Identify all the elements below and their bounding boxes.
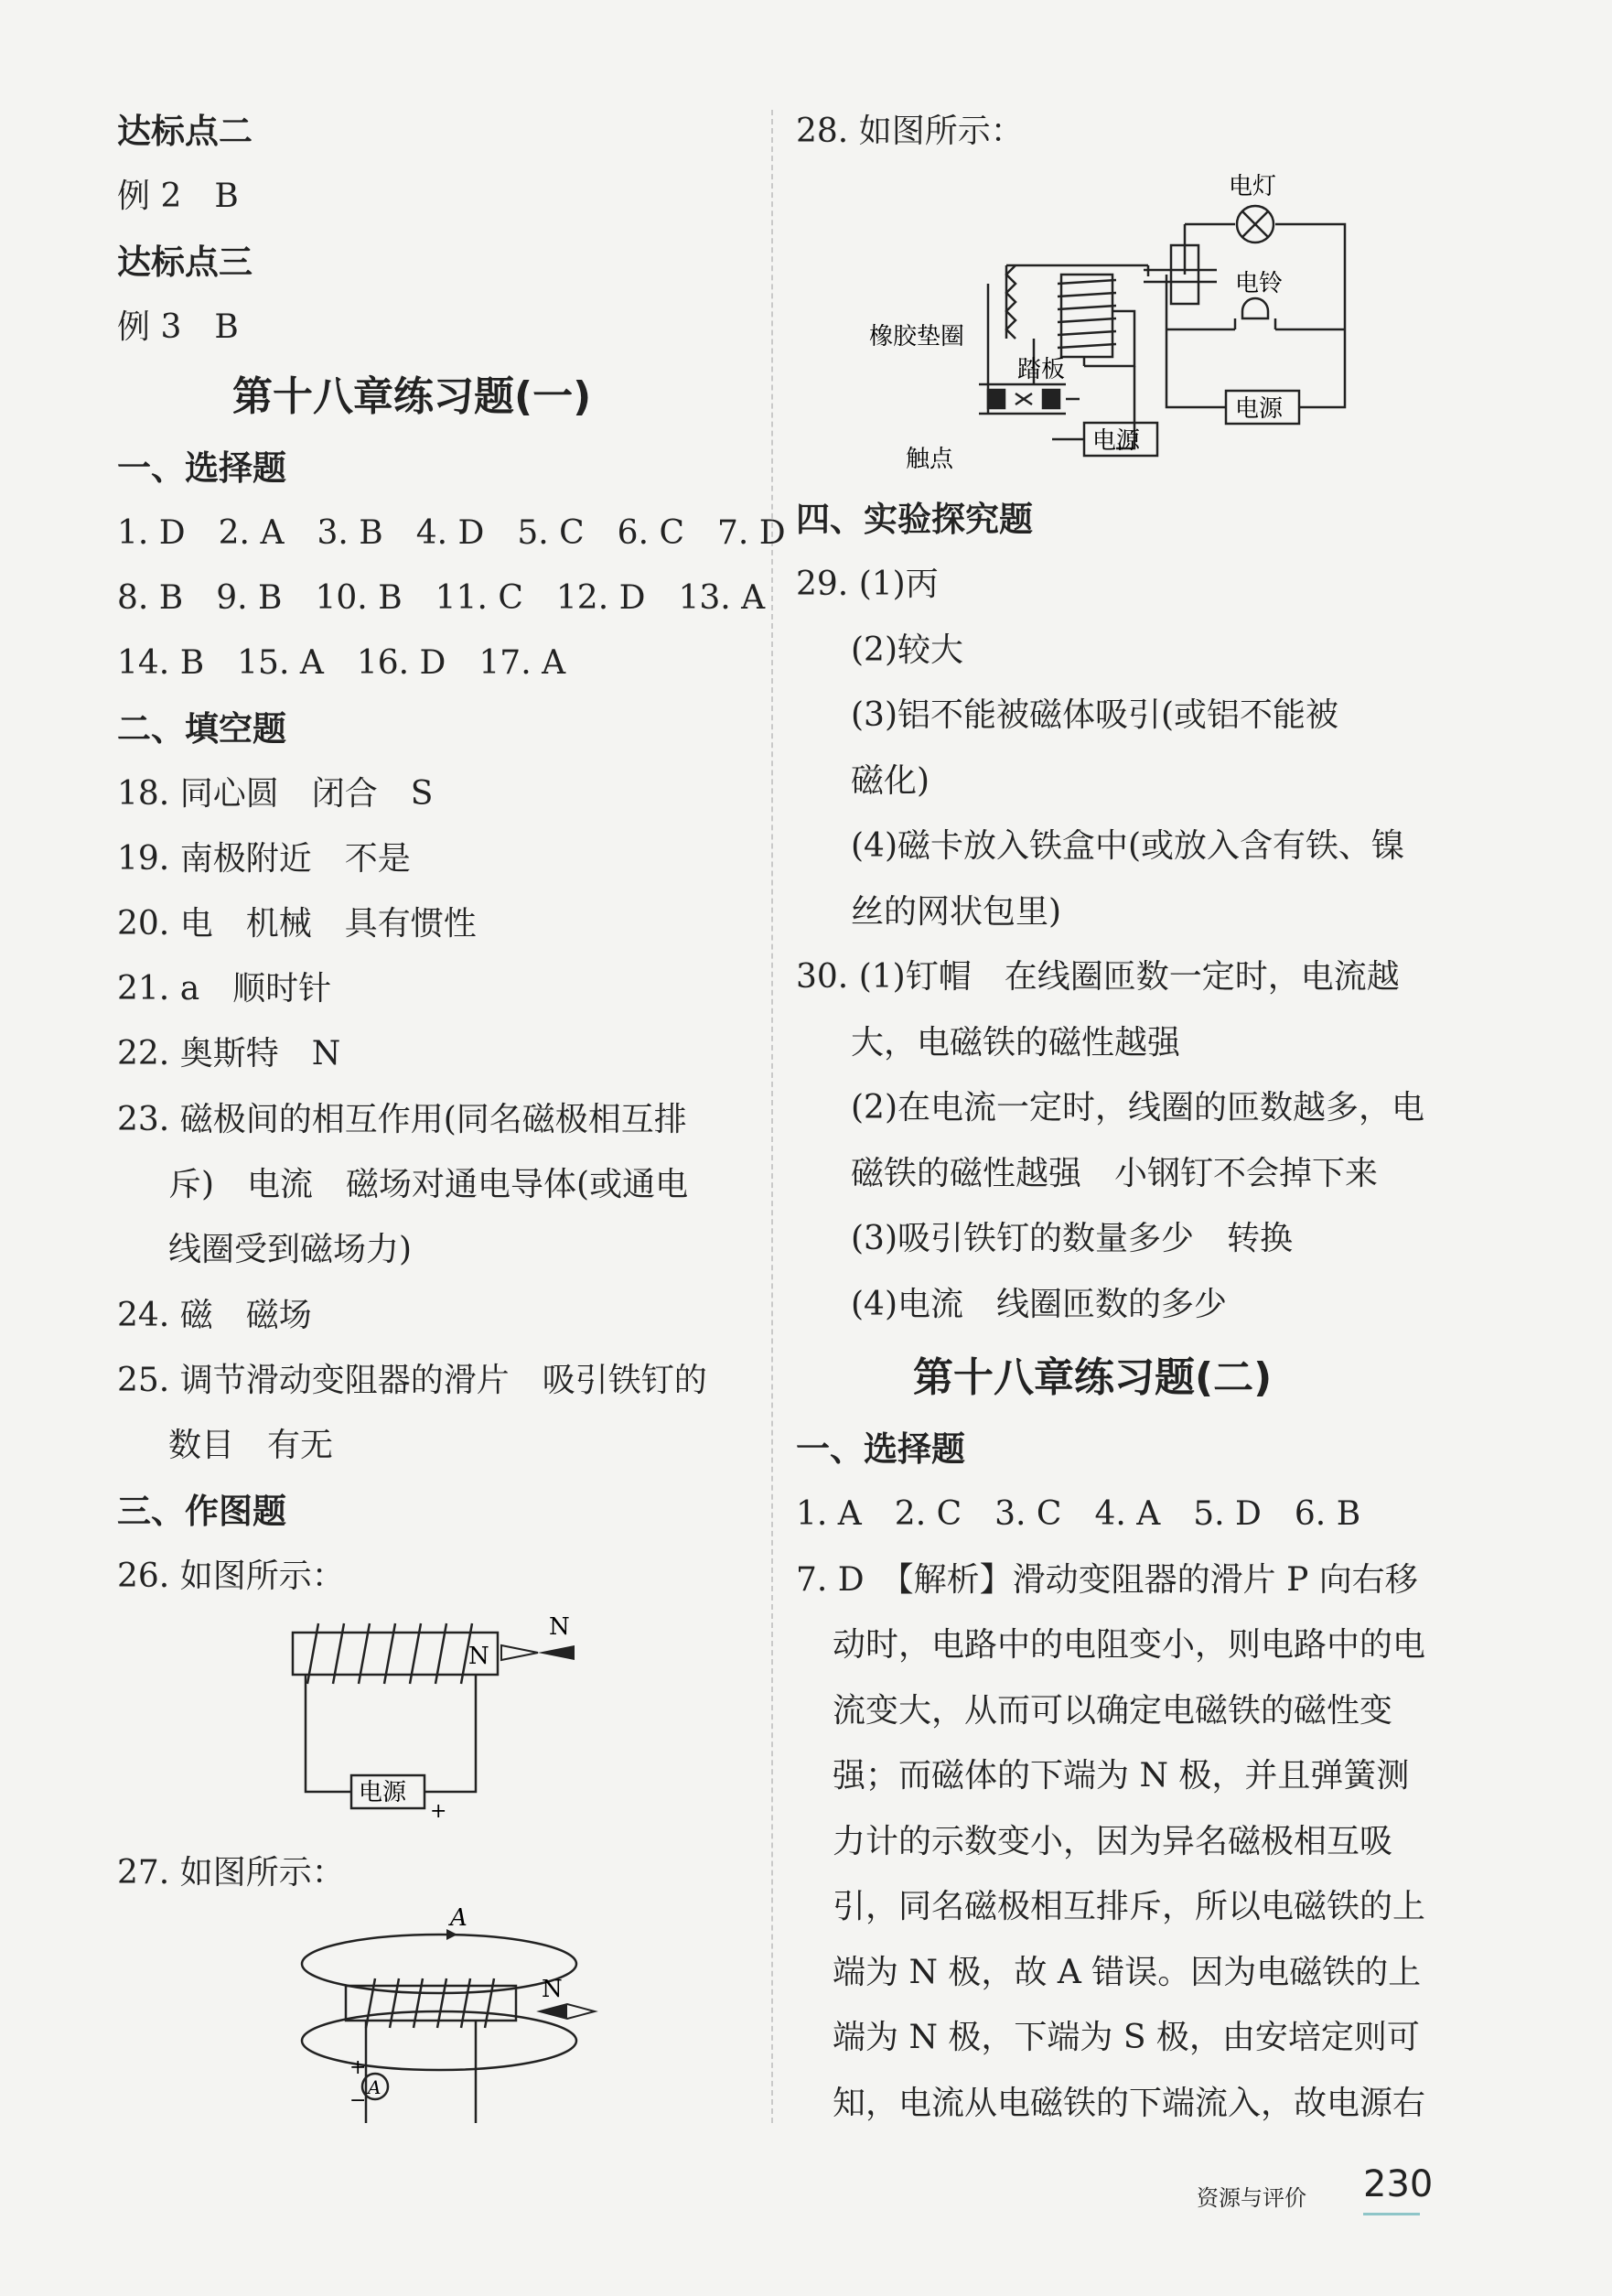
solenoid-n-label: N — [468, 1643, 489, 1670]
answer-line: 斥) 电流 磁场对通电导体(或通电 — [168, 1166, 689, 1203]
gasket-label: 橡胶垫圈 — [869, 323, 965, 350]
needle-n-label: N — [549, 1613, 570, 1641]
answer-line: 数目 有无 — [168, 1427, 334, 1464]
answer-line: 26. 如图所示： — [117, 1558, 345, 1595]
answer-line: 线圈受到磁场力) — [168, 1231, 413, 1268]
section-heading: 达标点二 — [117, 112, 253, 151]
page-number-underline — [1363, 2213, 1420, 2215]
page-number: 230 — [1363, 2163, 1434, 2205]
answer-line: 流变大，从而可以确定电磁铁的磁性变 — [833, 1692, 1393, 1730]
answer-line: 1. A 2. C 3. C 4. A 5. D 6. B — [796, 1495, 1361, 1533]
answer-line: 7. D 【解析】滑动变阻器的滑片 P 向右移 — [796, 1561, 1418, 1599]
power-source-label: 电源 — [1235, 395, 1284, 423]
power-source-label: 电源 — [1092, 427, 1141, 455]
answer-line: 18. 同心圆 闭合 S — [117, 775, 434, 813]
answer-line: 27. 如图所示： — [117, 1854, 345, 1892]
answer-line: 30. (1)钉帽 在线圈匝数一定时，电流越 — [796, 958, 1400, 996]
answer-line: 23. 磁极间的相互作用(同名磁极相互排 — [117, 1101, 687, 1138]
figure-27-field-diagram — [293, 1903, 622, 2132]
answer-line: 8. B 9. B 10. B 11. C 12. D 13. A — [117, 579, 766, 617]
section-heading: 一、选择题 — [796, 1429, 965, 1469]
answer-line: 磁化) — [851, 762, 930, 800]
answer-line: 例 3 B — [117, 308, 239, 346]
answer-line: (2)较大 — [851, 631, 963, 669]
answer-line: 端为 N 极，下端为 S 极，由安培定则可 — [833, 2019, 1420, 2056]
section-heading: 一、选择题 — [117, 448, 286, 488]
bell-label: 电铃 — [1235, 270, 1284, 297]
field-a-label: A — [450, 1904, 467, 1932]
answer-line: (3)铝不能被磁体吸引(或铝不能被 — [851, 696, 1339, 734]
contact-label: 触点 — [906, 446, 954, 473]
answer-line: 28. 如图所示： — [796, 113, 1024, 150]
pedal-label: 踏板 — [1017, 356, 1066, 383]
section-heading: 四、实验探究题 — [796, 500, 1033, 539]
answer-line: (2)在电流一定时，线圈的匝数越多，电 — [851, 1089, 1424, 1126]
answer-line: 19. 南极附近 不是 — [117, 840, 411, 878]
figure-28-relay-circuit-diagram — [869, 174, 1381, 476]
lamp-label: 电灯 — [1229, 174, 1277, 200]
ammeter-label: A — [368, 2076, 382, 2098]
plus-sign: + — [349, 2056, 367, 2079]
answer-line: 动时，电路中的电阻变小，则电路中的电 — [833, 1626, 1426, 1664]
section-heading: 达标点三 — [117, 243, 253, 282]
answer-line: 大，电磁铁的磁性越强 — [851, 1024, 1181, 1062]
needle-n-label: N — [542, 1976, 563, 2003]
minus-sign: − — [349, 2089, 367, 2112]
chapter-title: 第十八章练习题(一) — [232, 373, 592, 420]
answer-line: 21. a 顺时针 — [117, 970, 332, 1008]
figure-26-solenoid-diagram — [274, 1611, 604, 1830]
footer-label: 资源与评价 — [1197, 2185, 1306, 2211]
answer-line: 力计的示数变小，因为异名磁极相互吸 — [833, 1823, 1393, 1860]
answer-line: (3)吸引铁钉的数量多少 转换 — [851, 1220, 1293, 1257]
answer-line: 1. D 2. A 3. B 4. D 5. C 6. C 7. D — [117, 514, 786, 552]
answer-line: 端为 N 极，故 A 错误。因为电磁铁的上 — [833, 1954, 1422, 1991]
answer-line: (4)磁卡放入铁盒中(或放入含有铁、镍 — [851, 827, 1405, 865]
answer-line: 25. 调节滑动变阻器的滑片 吸引铁钉的 — [117, 1362, 707, 1399]
answer-line: 引，同名磁极相互排斥，所以电磁铁的上 — [833, 1888, 1426, 1925]
answer-line: 知，电流从电磁铁的下端流入，故电源右 — [833, 2085, 1426, 2122]
chapter-title: 第十八章练习题(二) — [913, 1354, 1273, 1401]
answer-line: 22. 奥斯特 N — [117, 1035, 341, 1073]
power-source-label: 电源 — [359, 1779, 407, 1806]
answer-line: 14. B 15. A 16. D 17. A — [117, 644, 566, 682]
answer-line: 例 2 B — [117, 178, 239, 215]
answer-line: (4)电流 线圈匝数的多少 — [851, 1286, 1227, 1323]
answer-line: 强；而磁体的下端为 N 极，并且弹簧测 — [833, 1757, 1410, 1795]
section-heading: 二、填空题 — [117, 709, 286, 749]
column-divider — [771, 110, 773, 2123]
answer-line: 丝的网状包里) — [851, 893, 1062, 931]
answer-line: 20. 电 机械 具有惯性 — [117, 905, 477, 943]
plus-sign: + — [430, 1800, 447, 1823]
answer-line: 24. 磁 磁场 — [117, 1297, 312, 1334]
answer-line: 29. (1)丙 — [796, 566, 939, 603]
answer-line: 磁铁的磁性越强 小钢钉不会掉下来 — [851, 1155, 1379, 1192]
section-heading: 三、作图题 — [117, 1492, 286, 1531]
